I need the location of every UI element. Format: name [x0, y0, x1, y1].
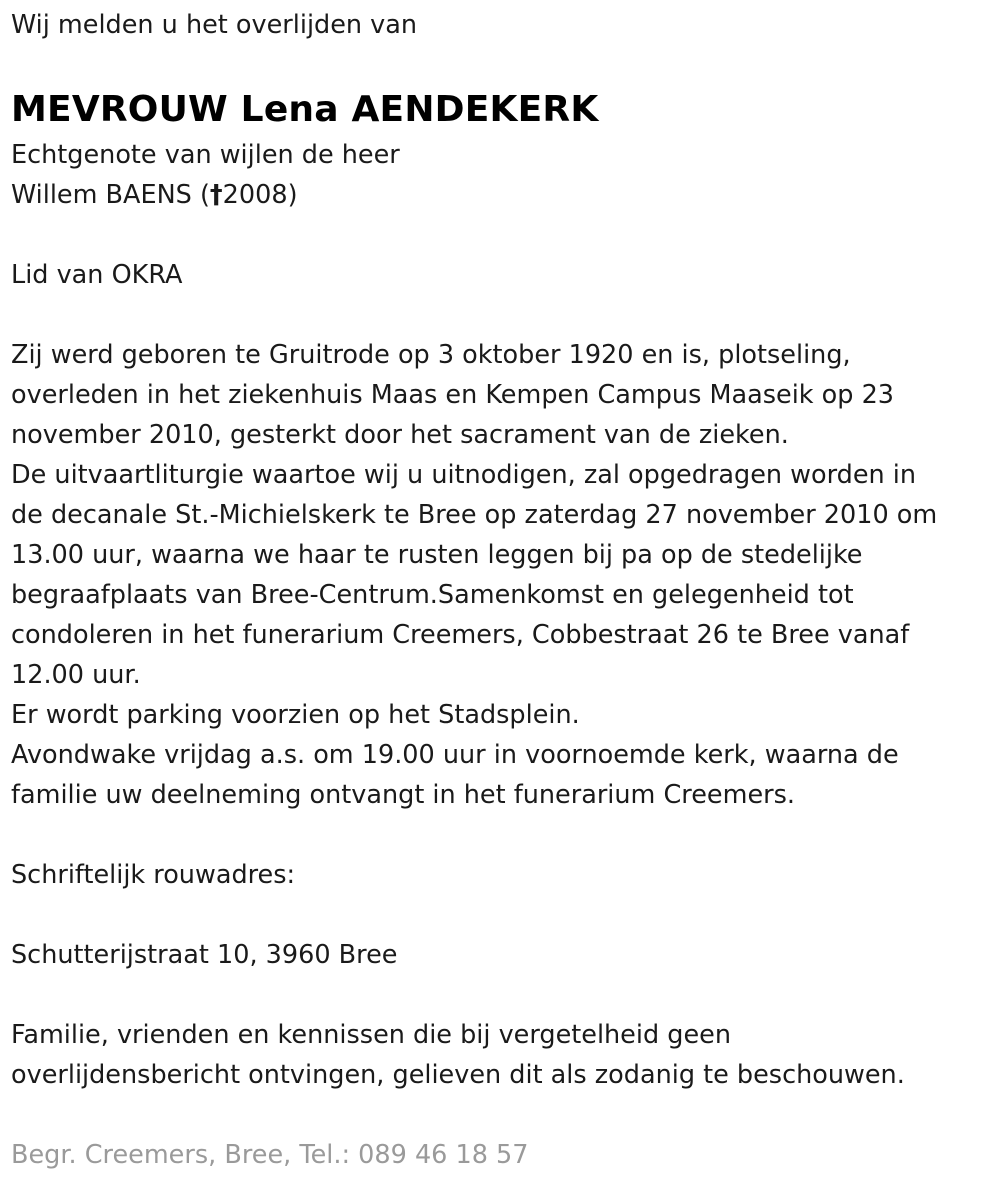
spacer: [11, 295, 986, 335]
spacer: [11, 895, 986, 935]
spacer: [11, 975, 986, 1015]
body-line: de decanale St.-Michielskerk te Bree op zaterdag 27 november 2010 om: [11, 500, 938, 530]
notice-body: [11, 335, 986, 815]
body-line: Er wordt parking voorzien op het Stadsplein.: [11, 700, 580, 730]
intro-text: Wij melden u het overlijden van: [11, 10, 418, 40]
body-line: Avondwake vrijdag a.s. om 19.00 uur in voornoemde kerk, waarna de: [11, 740, 899, 770]
address-label: Schriftelijk rouwadres:: [11, 860, 296, 890]
body-line: 13.00 uur, waarna we haar te rusten leggen bij pa op de stedelijke: [11, 540, 863, 570]
spouse-line: Echtgenote van wijlen de heer: [11, 140, 400, 170]
membership: Lid van OKRA: [11, 260, 183, 290]
body-line: november 2010, gesterkt door het sacrament van de zieken.: [11, 420, 789, 450]
cross-icon: †: [209, 180, 223, 210]
spacer: [11, 215, 986, 255]
funeral-home-footer: Begr. Creemers, Bree, Tel.: 089 46 18 57: [11, 1140, 529, 1170]
spacer: [11, 815, 986, 855]
body-line: begraafplaats van Bree-Centrum.Samenkomst en gelegenheid tot: [11, 580, 854, 610]
body-line: overleden in het ziekenhuis Maas en Kempen Campus Maaseik op 23: [11, 380, 895, 410]
body-line: 12.00 uur.: [11, 660, 141, 690]
spouse-name-line: [11, 175, 986, 215]
address: Schutterijstraat 10, 3960 Bree: [11, 940, 398, 970]
body-line: familie uw deelneming ontvangt in het funerarium Creemers.: [11, 780, 796, 810]
spouse-death-year: 2008): [222, 180, 298, 210]
spacer: [11, 1095, 986, 1135]
body-line: De uitvaartliturgie waartoe wij u uitnodigen, zal opgedragen worden in: [11, 460, 917, 490]
spouse-name: Willem BAENS (: [11, 180, 210, 210]
body-line: condoleren in het funerarium Creemers, Cobbestraat 26 te Bree vanaf: [11, 620, 910, 650]
notice-line: Familie, vrienden en kennissen die bij vergetelheid geen: [11, 1020, 731, 1050]
deceased-name: MEVROUW Lena AENDEKERK: [11, 89, 599, 130]
body-line: Zij werd geboren te Gruitrode op 3 oktober 1920 en is, plotseling,: [11, 340, 851, 370]
death-notice: [11, 0, 986, 1175]
notice-line: overlijdensbericht ontvingen, gelieven dit als zodanig te beschouwen.: [11, 1060, 905, 1090]
